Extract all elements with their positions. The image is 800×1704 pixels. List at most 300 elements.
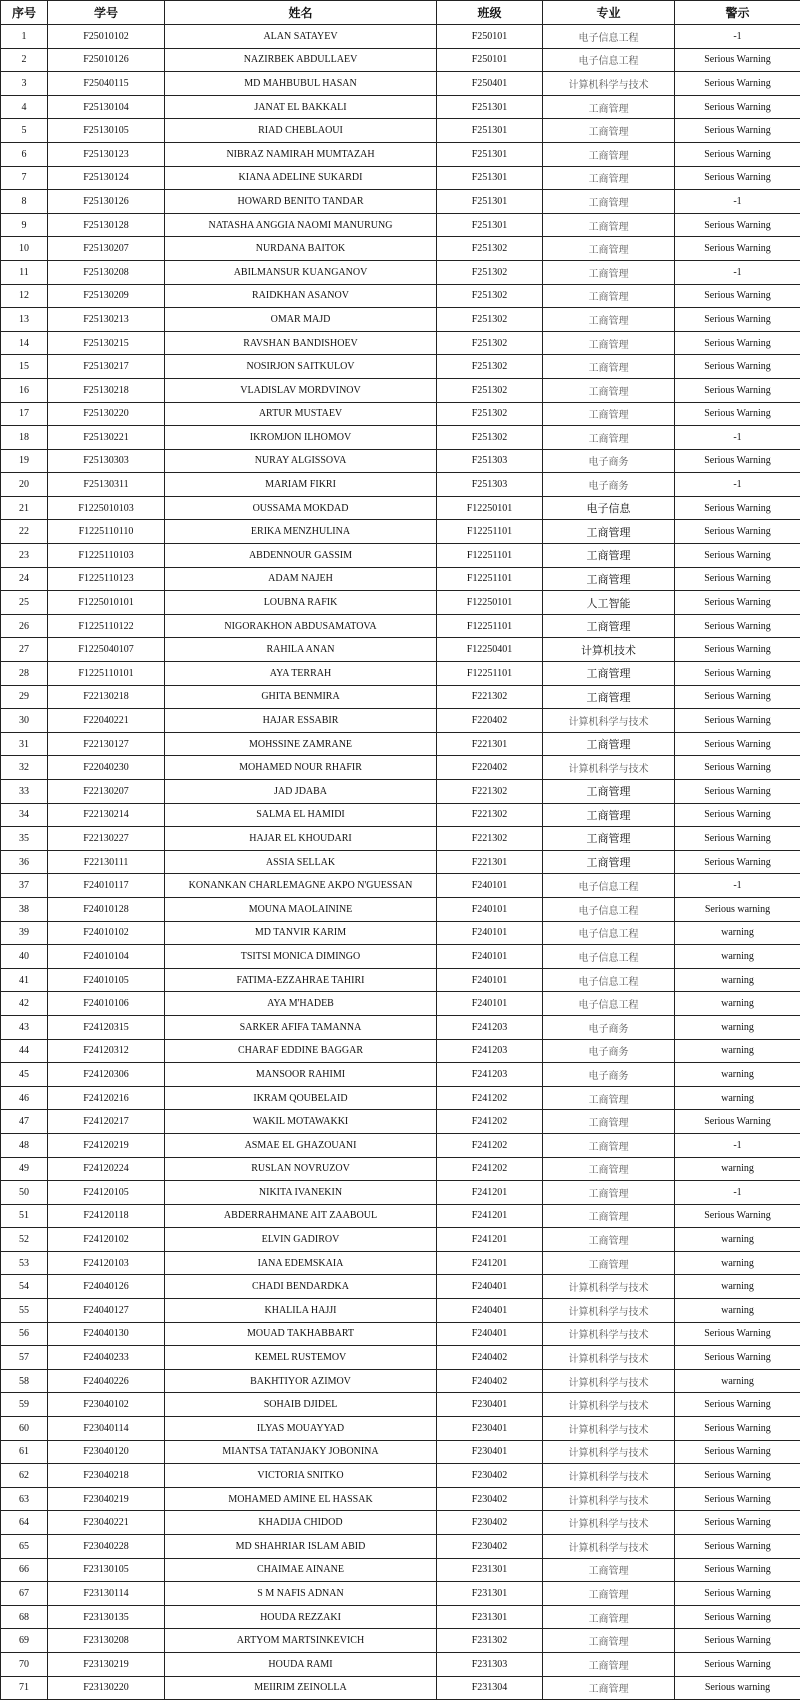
cell-index: 18 <box>1 426 48 450</box>
cell-student-id: F23130220 <box>48 1676 165 1700</box>
cell-warning: Serious Warning <box>675 827 800 851</box>
table-row <box>1 921 800 945</box>
table-row <box>1 1063 800 1087</box>
cell-student-id: F22040230 <box>48 756 165 780</box>
cell-class: F241201 <box>437 1251 543 1275</box>
cell-warning: Serious Warning <box>675 1322 800 1346</box>
cell-student-id: F24120312 <box>48 1039 165 1063</box>
cell-warning: Serious Warning <box>675 662 800 686</box>
cell-index: 11 <box>1 260 48 284</box>
cell-index: 42 <box>1 992 48 1016</box>
cell-name: NURDANA BAITOK <box>165 237 437 261</box>
cell-class: F221301 <box>437 850 543 874</box>
cell-student-id: F24040126 <box>48 1275 165 1299</box>
cell-warning: Serious Warning <box>675 331 800 355</box>
cell-name: WAKIL MOTAWAKKI <box>165 1110 437 1134</box>
table-row <box>1 1629 800 1653</box>
cell-name: AYA M'HADEB <box>165 992 437 1016</box>
cell-major: 工商管理 <box>543 260 675 284</box>
table-row <box>1 591 800 615</box>
cell-warning: Serious Warning <box>675 709 800 733</box>
table-row <box>1 850 800 874</box>
table-row <box>1 1015 800 1039</box>
cell-name: HOWARD BENITO TANDAR <box>165 190 437 214</box>
table-row <box>1 614 800 638</box>
cell-student-id: F23040218 <box>48 1464 165 1488</box>
table-row <box>1 426 800 450</box>
cell-name: ASSIA SELLAK <box>165 850 437 874</box>
cell-index: 14 <box>1 331 48 355</box>
cell-major: 工商管理 <box>543 1228 675 1252</box>
cell-name: SARKER AFIFA TAMANNA <box>165 1015 437 1039</box>
cell-warning: Serious warning <box>675 1676 800 1700</box>
table-row <box>1 968 800 992</box>
cell-index: 40 <box>1 945 48 969</box>
cell-name: MEIIRIM ZEINOLLA <box>165 1676 437 1700</box>
cell-name: MOHAMED AMINE EL HASSAK <box>165 1487 437 1511</box>
cell-warning: Serious Warning <box>675 48 800 72</box>
cell-class: F240402 <box>437 1369 543 1393</box>
cell-index: 67 <box>1 1582 48 1606</box>
cell-index: 37 <box>1 874 48 898</box>
cell-student-id: F22130227 <box>48 827 165 851</box>
cell-index: 53 <box>1 1251 48 1275</box>
cell-index: 51 <box>1 1204 48 1228</box>
cell-warning: warning <box>675 921 800 945</box>
cell-name: NURAY ALGISSOVA <box>165 449 437 473</box>
cell-index: 15 <box>1 355 48 379</box>
cell-index: 63 <box>1 1487 48 1511</box>
cell-major: 工商管理 <box>543 237 675 261</box>
cell-name: SOHAIB DJIDEL <box>165 1393 437 1417</box>
table-row <box>1 213 800 237</box>
table-row <box>1 1652 800 1676</box>
cell-index: 69 <box>1 1629 48 1653</box>
cell-class: F251302 <box>437 260 543 284</box>
cell-student-id: F22130127 <box>48 732 165 756</box>
cell-name: MOHAMED NOUR RHAFIR <box>165 756 437 780</box>
cell-name: MIANTSA TATANJAKY JOBONINA <box>165 1440 437 1464</box>
cell-student-id: F25130208 <box>48 260 165 284</box>
cell-student-id: F23040114 <box>48 1417 165 1441</box>
cell-index: 5 <box>1 119 48 143</box>
cell-index: 59 <box>1 1393 48 1417</box>
cell-class: F240401 <box>437 1275 543 1299</box>
cell-student-id: F25130209 <box>48 284 165 308</box>
cell-major: 计算机科学与技术 <box>543 1464 675 1488</box>
cell-name: JAD JDABA <box>165 780 437 804</box>
cell-class: F240101 <box>437 945 543 969</box>
cell-index: 22 <box>1 520 48 544</box>
table-row <box>1 1558 800 1582</box>
table-row <box>1 638 800 662</box>
cell-student-id: F25040115 <box>48 72 165 96</box>
cell-warning: Serious Warning <box>675 1605 800 1629</box>
cell-class: F251302 <box>437 426 543 450</box>
table-row <box>1 567 800 591</box>
cell-warning: warning <box>675 1251 800 1275</box>
cell-warning: Serious Warning <box>675 803 800 827</box>
cell-index: 32 <box>1 756 48 780</box>
cell-class: F220402 <box>437 709 543 733</box>
cell-student-id: F1225010101 <box>48 591 165 615</box>
table-row <box>1 897 800 921</box>
cell-name: MOHSSINE ZAMRANE <box>165 732 437 756</box>
cell-class: F231303 <box>437 1652 543 1676</box>
cell-warning: Serious Warning <box>675 591 800 615</box>
cell-warning: Serious Warning <box>675 732 800 756</box>
cell-name: LOUBNA RAFIK <box>165 591 437 615</box>
cell-major: 工商管理 <box>543 1582 675 1606</box>
cell-student-id: F22040221 <box>48 709 165 733</box>
cell-class: F250401 <box>437 72 543 96</box>
cell-class: F241201 <box>437 1204 543 1228</box>
cell-warning: Serious Warning <box>675 142 800 166</box>
cell-class: F230402 <box>437 1535 543 1559</box>
table-row <box>1 308 800 332</box>
cell-student-id: F1225010103 <box>48 496 165 520</box>
cell-class: F241203 <box>437 1039 543 1063</box>
cell-index: 61 <box>1 1440 48 1464</box>
cell-student-id: F23040102 <box>48 1393 165 1417</box>
cell-index: 57 <box>1 1346 48 1370</box>
cell-class: F221302 <box>437 803 543 827</box>
table-row <box>1 709 800 733</box>
cell-index: 30 <box>1 709 48 733</box>
cell-class: F240101 <box>437 992 543 1016</box>
cell-warning: Serious Warning <box>675 1652 800 1676</box>
cell-name: HAJAR ESSABIR <box>165 709 437 733</box>
cell-warning: Serious Warning <box>675 1511 800 1535</box>
cell-name: OUSSAMA MOKDAD <box>165 496 437 520</box>
cell-student-id: F25130207 <box>48 237 165 261</box>
cell-name: NOSIRJON SAITKULOV <box>165 355 437 379</box>
cell-warning: warning <box>675 1015 800 1039</box>
cell-warning: -1 <box>675 25 800 49</box>
cell-major: 计算机科学与技术 <box>543 1346 675 1370</box>
table-row <box>1 72 800 96</box>
table-row <box>1 166 800 190</box>
cell-major: 工商管理 <box>543 567 675 591</box>
cell-student-id: F24040130 <box>48 1322 165 1346</box>
cell-warning: Serious Warning <box>675 95 800 119</box>
cell-index: 36 <box>1 850 48 874</box>
cell-major: 电子商务 <box>543 1063 675 1087</box>
cell-warning: Serious Warning <box>675 780 800 804</box>
cell-major: 电子商务 <box>543 1039 675 1063</box>
cell-index: 44 <box>1 1039 48 1063</box>
cell-major: 工商管理 <box>543 827 675 851</box>
table-row <box>1 1535 800 1559</box>
table-row <box>1 1440 800 1464</box>
cell-warning: Serious Warning <box>675 237 800 261</box>
cell-student-id: F25010102 <box>48 25 165 49</box>
cell-class: F221302 <box>437 827 543 851</box>
cell-student-id: F1225110122 <box>48 614 165 638</box>
cell-class: F251302 <box>437 237 543 261</box>
cell-warning: -1 <box>675 1181 800 1205</box>
cell-index: 8 <box>1 190 48 214</box>
cell-name: GHITA BENMIRA <box>165 685 437 709</box>
cell-index: 9 <box>1 213 48 237</box>
cell-student-id: F23130208 <box>48 1629 165 1653</box>
cell-name: ILYAS MOUAYYAD <box>165 1417 437 1441</box>
cell-major: 计算机科学与技术 <box>543 709 675 733</box>
cell-student-id: F24120219 <box>48 1133 165 1157</box>
cell-student-id: F25130123 <box>48 142 165 166</box>
cell-class: F12251101 <box>437 520 543 544</box>
cell-major: 工商管理 <box>543 685 675 709</box>
cell-name: IKRAM QOUBELAID <box>165 1086 437 1110</box>
header-row <box>1 1 800 25</box>
cell-class: F230402 <box>437 1464 543 1488</box>
cell-major: 工商管理 <box>543 1181 675 1205</box>
cell-student-id: F23040219 <box>48 1487 165 1511</box>
cell-name: CHAIMAE AINANE <box>165 1558 437 1582</box>
cell-class: F251303 <box>437 473 543 497</box>
cell-student-id: F23130135 <box>48 1605 165 1629</box>
cell-student-id: F25130221 <box>48 426 165 450</box>
cell-student-id: F23130114 <box>48 1582 165 1606</box>
cell-index: 12 <box>1 284 48 308</box>
cell-major: 工商管理 <box>543 1652 675 1676</box>
cell-major: 工商管理 <box>543 402 675 426</box>
cell-major: 计算机技术 <box>543 638 675 662</box>
cell-class: F240401 <box>437 1299 543 1323</box>
table-row <box>1 1511 800 1535</box>
cell-major: 工商管理 <box>543 614 675 638</box>
cell-warning: Serious Warning <box>675 355 800 379</box>
cell-major: 计算机科学与技术 <box>543 72 675 96</box>
cell-class: F251301 <box>437 95 543 119</box>
cell-name: RIAD CHEBLAOUI <box>165 119 437 143</box>
cell-class: F251302 <box>437 331 543 355</box>
cell-class: F251303 <box>437 449 543 473</box>
cell-class: F241202 <box>437 1133 543 1157</box>
cell-index: 52 <box>1 1228 48 1252</box>
cell-index: 64 <box>1 1511 48 1535</box>
cell-major: 电子信息工程 <box>543 945 675 969</box>
cell-major: 工商管理 <box>543 1086 675 1110</box>
cell-index: 43 <box>1 1015 48 1039</box>
cell-warning: Serious Warning <box>675 1393 800 1417</box>
cell-major: 工商管理 <box>543 1157 675 1181</box>
cell-warning: Serious Warning <box>675 850 800 874</box>
table-row <box>1 1605 800 1629</box>
cell-name: ASMAE EL GHAZOUANI <box>165 1133 437 1157</box>
cell-student-id: F23040120 <box>48 1440 165 1464</box>
cell-class: F12251101 <box>437 614 543 638</box>
cell-class: F12250101 <box>437 591 543 615</box>
cell-index: 26 <box>1 614 48 638</box>
cell-index: 35 <box>1 827 48 851</box>
cell-major: 工商管理 <box>543 1558 675 1582</box>
cell-index: 65 <box>1 1535 48 1559</box>
header-warning: 警示 <box>675 1 800 25</box>
table-row <box>1 1417 800 1441</box>
table-row <box>1 732 800 756</box>
cell-index: 25 <box>1 591 48 615</box>
cell-index: 21 <box>1 496 48 520</box>
cell-student-id: F24120105 <box>48 1181 165 1205</box>
cell-major: 工商管理 <box>543 803 675 827</box>
cell-class: F231301 <box>437 1605 543 1629</box>
cell-student-id: F25130128 <box>48 213 165 237</box>
cell-name: IKROMJON ILHOMOV <box>165 426 437 450</box>
cell-name: MANSOOR RAHIMI <box>165 1063 437 1087</box>
header-major: 专业 <box>543 1 675 25</box>
cell-class: F231302 <box>437 1629 543 1653</box>
cell-name: ARTYOM MARTSINKEVICH <box>165 1629 437 1653</box>
cell-warning: warning <box>675 1228 800 1252</box>
cell-name: CHADI BENDARDKA <box>165 1275 437 1299</box>
cell-name: MD SHAHRIAR ISLAM ABID <box>165 1535 437 1559</box>
table-row <box>1 1346 800 1370</box>
cell-warning: Serious warning <box>675 897 800 921</box>
cell-class: F251301 <box>437 190 543 214</box>
cell-warning: Serious Warning <box>675 1582 800 1606</box>
cell-name: MOUAD TAKHABBART <box>165 1322 437 1346</box>
cell-major: 电子商务 <box>543 1015 675 1039</box>
cell-class: F231304 <box>437 1676 543 1700</box>
cell-index: 20 <box>1 473 48 497</box>
header-class: 班级 <box>437 1 543 25</box>
cell-warning: Serious Warning <box>675 1440 800 1464</box>
cell-warning: warning <box>675 1157 800 1181</box>
cell-class: F251301 <box>437 119 543 143</box>
cell-major: 电子信息工程 <box>543 897 675 921</box>
cell-class: F240401 <box>437 1322 543 1346</box>
cell-student-id: F24040226 <box>48 1369 165 1393</box>
cell-name: RAIDKHAN ASANOV <box>165 284 437 308</box>
cell-class: F241202 <box>437 1086 543 1110</box>
table-row <box>1 1133 800 1157</box>
table-row <box>1 756 800 780</box>
cell-warning: warning <box>675 1275 800 1299</box>
cell-name: ADAM NAJEH <box>165 567 437 591</box>
cell-student-id: F25010126 <box>48 48 165 72</box>
cell-warning: Serious Warning <box>675 520 800 544</box>
cell-name: RAHILA ANAN <box>165 638 437 662</box>
table-header <box>1 1 800 25</box>
cell-warning: warning <box>675 992 800 1016</box>
table-row <box>1 1369 800 1393</box>
cell-name: KEMEL RUSTEMOV <box>165 1346 437 1370</box>
table-row <box>1 95 800 119</box>
cell-major: 工商管理 <box>543 142 675 166</box>
cell-major: 工商管理 <box>543 95 675 119</box>
cell-class: F220402 <box>437 756 543 780</box>
table-row <box>1 260 800 284</box>
cell-warning: Serious Warning <box>675 1110 800 1134</box>
cell-class: F251302 <box>437 402 543 426</box>
cell-major: 工商管理 <box>543 1251 675 1275</box>
cell-name: BAKHTIYOR AZIMOV <box>165 1369 437 1393</box>
cell-index: 1 <box>1 25 48 49</box>
cell-class: F231301 <box>437 1558 543 1582</box>
cell-warning: Serious Warning <box>675 1204 800 1228</box>
table-row <box>1 331 800 355</box>
cell-index: 70 <box>1 1652 48 1676</box>
cell-warning: Serious Warning <box>675 567 800 591</box>
cell-index: 66 <box>1 1558 48 1582</box>
cell-warning: Serious Warning <box>675 72 800 96</box>
cell-class: F240402 <box>437 1346 543 1370</box>
cell-index: 54 <box>1 1275 48 1299</box>
cell-warning: Serious Warning <box>675 213 800 237</box>
table-row <box>1 1086 800 1110</box>
cell-major: 工商管理 <box>543 850 675 874</box>
cell-student-id: F25130303 <box>48 449 165 473</box>
cell-student-id: F24010105 <box>48 968 165 992</box>
cell-warning: Serious Warning <box>675 496 800 520</box>
cell-name: TSITSI MONICA DIMINGO <box>165 945 437 969</box>
cell-student-id: F24120103 <box>48 1251 165 1275</box>
cell-name: FATIMA-EZZAHRAE TAHIRI <box>165 968 437 992</box>
cell-student-id: F22130111 <box>48 850 165 874</box>
table-row <box>1 544 800 568</box>
table-row <box>1 119 800 143</box>
cell-name: MOUNA MAOLAININE <box>165 897 437 921</box>
table-row <box>1 473 800 497</box>
cell-student-id: F22130214 <box>48 803 165 827</box>
table-row <box>1 1039 800 1063</box>
cell-index: 24 <box>1 567 48 591</box>
cell-index: 10 <box>1 237 48 261</box>
cell-name: KIANA ADELINE SUKARDI <box>165 166 437 190</box>
cell-index: 56 <box>1 1322 48 1346</box>
cell-class: F240101 <box>437 874 543 898</box>
cell-student-id: F24010102 <box>48 921 165 945</box>
cell-index: 19 <box>1 449 48 473</box>
table-row <box>1 496 800 520</box>
cell-class: F241202 <box>437 1110 543 1134</box>
cell-warning: warning <box>675 1063 800 1087</box>
cell-major: 工商管理 <box>543 1204 675 1228</box>
cell-name: MD MAHBUBUL HASAN <box>165 72 437 96</box>
cell-warning: Serious Warning <box>675 1487 800 1511</box>
cell-index: 58 <box>1 1369 48 1393</box>
cell-index: 33 <box>1 780 48 804</box>
header-student-id: 学号 <box>48 1 165 25</box>
table-row <box>1 1181 800 1205</box>
cell-index: 38 <box>1 897 48 921</box>
cell-student-id: F1225110123 <box>48 567 165 591</box>
cell-index: 62 <box>1 1464 48 1488</box>
table-row <box>1 48 800 72</box>
cell-warning: Serious Warning <box>675 1535 800 1559</box>
cell-major: 电子信息工程 <box>543 25 675 49</box>
cell-index: 47 <box>1 1110 48 1134</box>
cell-name: ELVIN GADIROV <box>165 1228 437 1252</box>
cell-name: ERIKA MENZHULINA <box>165 520 437 544</box>
cell-major: 电子信息工程 <box>543 921 675 945</box>
cell-major: 电子信息工程 <box>543 874 675 898</box>
cell-warning: warning <box>675 1086 800 1110</box>
cell-name: NATASHA ANGGIA NAOMI MANURUNG <box>165 213 437 237</box>
cell-index: 3 <box>1 72 48 96</box>
cell-major: 计算机科学与技术 <box>543 1369 675 1393</box>
table-row <box>1 237 800 261</box>
cell-index: 41 <box>1 968 48 992</box>
cell-warning: Serious Warning <box>675 1346 800 1370</box>
table-row <box>1 992 800 1016</box>
table-row <box>1 1676 800 1700</box>
cell-class: F241202 <box>437 1157 543 1181</box>
table-row <box>1 1110 800 1134</box>
cell-class: F250101 <box>437 48 543 72</box>
cell-major: 工商管理 <box>543 1676 675 1700</box>
